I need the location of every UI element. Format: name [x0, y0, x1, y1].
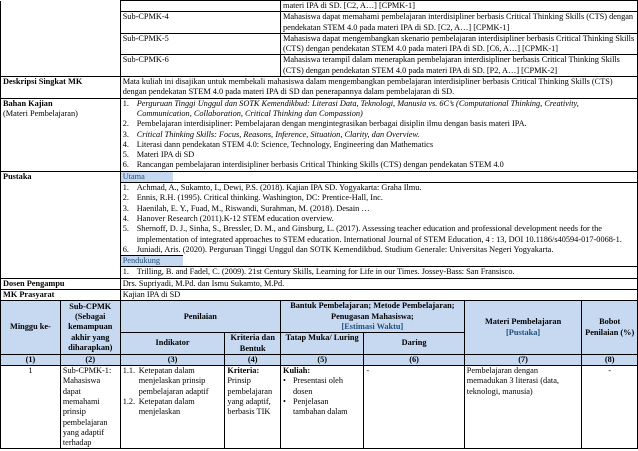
deskripsi-label: Deskripsi Singkat MK — [1, 77, 121, 99]
header-daring: Daring — [364, 333, 464, 355]
header-bobot: Bobot Penilaian (%) — [582, 301, 638, 354]
col-number: (4) — [225, 354, 281, 365]
header-kriteria: Kriteria dan Bentuk — [225, 333, 281, 355]
subcpmk-text: Mahasiswa terampil dalam menerapkan pembelajaran interdisipliner berbasis Critical Thinking Skills (CTS) dengan pendekatan STEM 4.0 pada materi IPA di SD. [P2, A…] [CPMK-2] — [280, 55, 637, 77]
header-indikator: Indikator — [120, 333, 225, 355]
list-item: 1.1. Ketepatan dalam menjelaskan prinsip pembelajaran adaptif — [122, 366, 209, 396]
subcpmk-code — [120, 1, 280, 12]
list-item: • Penjelasan tambahan dalam — [282, 396, 348, 417]
header-bantuk-cell — [280, 301, 464, 333]
row-kriteria — [225, 366, 281, 449]
header-estimasi: [Estimasi Waktu] — [341, 321, 404, 331]
bahan-sublabel: (Materi Pembelajaran) — [3, 108, 78, 118]
bahan-label-cell — [1, 98, 121, 171]
pustaka-pendukung-label: Pendukung — [121, 255, 183, 266]
header-materi: Materi Pembelajaran — [484, 317, 562, 327]
bahan-list — [120, 98, 637, 171]
dosen-text: Drs. Supriyadi, M.Pd. dan Ismu Sukamto, M.Pd. — [120, 278, 637, 289]
prasyarat-text: Kajian IPA di SD — [120, 290, 637, 301]
subcpmk-code: Sub-CPMK-4 — [120, 12, 280, 34]
deskripsi-text: Mata kuliah ini disajikan untuk membekali mahasiswa dalam mengembangkan pembelajaran interdisipliner berbasis Critical Thinking Skills (CTS) dengan pendekatan STEM 4.0 pada materi IPA di SD dan penerapannya dalam pembelajaran di SD. — [120, 77, 637, 99]
header-bantuk: Bantuk Pembelajaran; Metode Pembelajaran; Penugasan Mahasiswa; — [290, 301, 455, 321]
header-penilaian: Penilaian — [120, 301, 280, 333]
list-item: 1. Achmad, A., Sukamto, I., Dewi, P.S. (2018). Kajian IPA SD. Yogyakarta: Graha Ilmu. — [122, 183, 422, 193]
header-minggu: Minggu ke- — [1, 301, 61, 354]
column-number-row — [1, 354, 638, 365]
list-item: 6. Rancangan pembelajaran interdisipliner berbasis Critical Thinking Skills (CTS) dengan pendekatan STEM 4.0 — [122, 160, 504, 170]
subcpmk-row — [1, 12, 638, 34]
header-materi-cell — [464, 301, 582, 354]
list-item: 5. Shernoff, D. J., Sinha, S., Bressler, D. M., and Ginsburg, L. (2017). Assessing teacher education and professional development needs for the implementation of integrated approaches to STEM education. International Journal of STEM Education, 4 : 13, DOI 10.1186/s40594-017-0068-1. — [122, 224, 622, 244]
bahan-row — [1, 98, 638, 171]
list-item: 2. Pembelajaran interdisipliner: Pembelajaran dengan mengintegrasikan berbagai disiplin ilmu dengan basis materi IPA. — [122, 119, 527, 129]
subcpmk-code: Sub-CPMK-6 — [120, 55, 280, 77]
subcpmk-row — [1, 33, 638, 55]
bahan-label: Bahan Kajian — [3, 98, 53, 108]
subcpmk-text: Mahasiswa dapat memahami pembelajaran interdisipliner berbasis Critical Thinking Skills (CTS) dengan pendekatan STEM 4.0 pada materi IPA di SD. [C2, A…] [CPMK-1] — [280, 12, 637, 34]
list-item: 1.2. Ketepatan dalam menjelaskan — [122, 396, 195, 417]
col-number: (1) — [1, 354, 61, 365]
subcpmk-row — [1, 55, 638, 77]
pustaka-row — [1, 171, 638, 278]
pustaka-label: Pustaka — [1, 171, 121, 278]
prasyarat-label: MK Prasyarat — [1, 290, 121, 301]
table-header-row — [1, 301, 638, 333]
row-minggu: 1 — [1, 366, 61, 449]
row-indikator — [120, 366, 225, 449]
prasyarat-row — [1, 290, 638, 301]
subcpmk-code: Sub-CPMK-5 — [120, 33, 280, 55]
list-item: 2. Ennis, R.H. (1995). Critical thinking. Washington, DC: Prentice-Hall, Inc. — [122, 193, 383, 203]
dosen-label: Dosen Pengampu — [1, 278, 121, 289]
list-item: 3. Critical Thinking Skills: Focus, Reasons, Inference, Situation, Clarity, dan Overview. — [122, 129, 420, 139]
list-item: 4. Literasi dann pendekatan STEM 4.0: Science, Technology, Engineering dan Mathematics — [122, 139, 434, 149]
col-number: (7) — [464, 354, 582, 365]
header-pustaka-tag: [Pustaka] — [506, 327, 541, 337]
list-item: 5. Materi IPA di SD — [122, 150, 195, 160]
list-item: 6. Juniadi, Aris. (2020). Perguruan Tinggi Unggul dan SOTK Kemendikbud. Studium Generale: Universitas Negeri Yogyakarta. — [122, 244, 554, 254]
header-subcpmk: Sub-CPMK (Sebagai kemampuan akhir yang diharapkan) — [60, 301, 120, 354]
subcpmk-text: materi IPA di SD. [C2, A…] [CPMK-1] — [280, 1, 637, 12]
col-number: (8) — [582, 354, 638, 365]
deskripsi-row — [1, 77, 638, 99]
subcpmk-row — [1, 1, 638, 12]
pustaka-utama-label: Utama — [121, 172, 173, 182]
pustaka-cell — [120, 171, 637, 278]
kriteria-text: Prinsip pembelajaran yang adaptif, berbasis TIK — [227, 376, 273, 417]
list-item: 1. Trilling, B. and Fadel, C. (2009). 21st Century Skills, Learning for Life in our Times. Jossey-Bass: San Fransisco. — [122, 267, 515, 277]
col-number: (3) — [120, 354, 225, 365]
kriteria-label: Kriteria: — [227, 366, 260, 376]
dosen-row — [1, 278, 638, 289]
subcpmk-text: Mahasiswa dapat mengembangkan skenario pembelajaran interdisipliner berbasis Critical Thinking Skills (CTS) dengan pendekatan STEM 4.0 pada materi IPA di SD. [C6, A…] [CPMK-1] — [280, 33, 637, 55]
row-tatap — [280, 366, 363, 449]
col-number: (2) — [60, 354, 120, 365]
row-materi: Pembelajaran dengan memadukan 3 literasi (data, teknologi, manusia) — [464, 366, 582, 449]
kuliah-label: Kuliah: — [282, 366, 311, 376]
list-item: • Presentasi oleh dosen — [282, 376, 343, 396]
row-daring: - — [364, 366, 464, 449]
bullet-icon: • — [282, 376, 286, 386]
bullet-icon: • — [282, 396, 286, 406]
table-row — [1, 366, 638, 449]
list-item: 1. Perguruan Tinggi Unggul dan SOTK Kemendikbud: Literasi Data, Teknologi, Manusia vs. 6C’s (Computational Thinking, Creativity, Communication, Collaboration, Critical Thinking dan Compassion) — [122, 98, 579, 118]
list-item: 3. Haenilah, E. Y., Fuad, M., Riswandi, Surahman, M. (2018). Desain … — [122, 203, 370, 213]
row-bobot: - — [582, 366, 638, 449]
row-subcpmk: Sub-CPMK-1: Mahasiswa dapat memahami prinsip pembelajaran yang adaptif terhadap — [60, 366, 120, 449]
header-tatap: Tatap Muka/ Luring — [280, 333, 363, 355]
col-number: (6) — [364, 354, 464, 365]
list-item: 4. Hanover Research (2011).K-12 STEM education overview. — [122, 213, 334, 223]
col-number: (5) — [280, 354, 363, 365]
